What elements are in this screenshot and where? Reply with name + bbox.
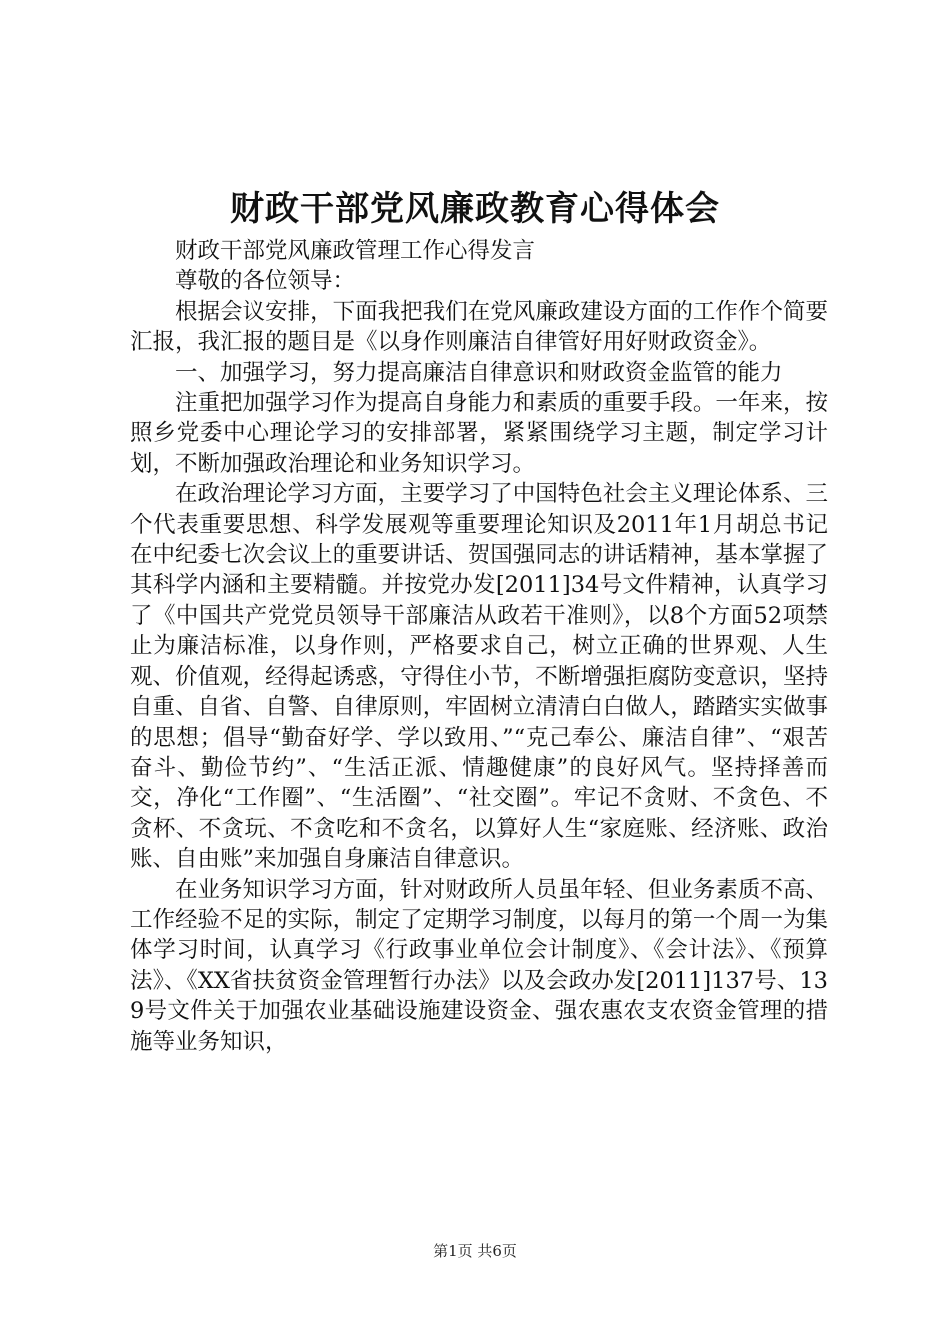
- paragraph-business-study: 在业务知识学习方面，针对财政所人员虽年轻、但业务素质不高、工作经验不足的实际，制定了定期学习制度，以每月的第一个周一为集体学习时间，认真学习《行政事业单位会计制度》、《会计法》、《预算法》、《XX省扶贫资金管理暂行办法》以及会政办发[2011]137号、139号文件关于加强农业基础设施建设资金、强农惠农支农资金管理的措施等业务知识，: [130, 876, 828, 1055]
- page-number-footer: 第1页 共6页: [433, 1242, 517, 1260]
- paragraph-salutation: 尊敬的各位领导：: [175, 268, 356, 295]
- paragraph-intro: 根据会议安排，下面我把我们在党风廉政建设方面的工作作个简要汇报，我汇报的题目是《以身作则廉洁自律管好用好财政资金》。: [130, 298, 828, 356]
- document-body: [130, 236, 828, 1057]
- paragraph-section-heading: 一、加强学习，努力提高廉洁自律意识和财政资金监管的能力: [175, 359, 783, 386]
- paragraph-subtitle: 财政干部党风廉政管理工作心得发言: [175, 238, 536, 264]
- paragraph-political-study: 在政治理论学习方面，主要学习了中国特色社会主义理论体系、三个代表重要思想、科学发展观等重要理论知识及2011年1月胡总书记在中纪委七次会议上的重要讲话、贺国强同志的讲话精神，基本掌握了其科学内涵和主要精髓。并按党办发[2011]34号文件精神，认真学习了《中国共产党党员领导干部廉洁从政若干准则》，以8个方面52项禁止为廉洁标准，以身作则，严格要求自己，树立正确的世界观、人生观、价值观，经得起诱惑，守得住小节，不断增强拒腐防变意识，坚持自重、自省、自警、自律原则，牢固树立清清白白做人，踏踏实实做事的思想；倡导“勤奋好学、学以致用、”“克己奉公、廉洁自律”、“艰苦奋斗、勤俭节约”、“生活正派、情趣健康”的良好风气。坚持择善而交，净化“工作圈”、“生活圈”、“社交圈”。牢记不贪财、不贪色、不贪杯、不贪玩、不贪吃和不贪名，以算好人生“家庭账、经济账、政治账、自由账”来加强自身廉洁自律意识。: [130, 481, 828, 873]
- document-title: 财政干部党风廉政教育心得体会: [230, 189, 720, 229]
- paragraph-study-overview: 注重把加强学习作为提高自身能力和素质的重要手段。一年来，按照乡党委中心理论学习的安排部署，紧紧围绕学习主题，制定学习计划，不断加强政治理论和业务知识学习。: [130, 390, 828, 477]
